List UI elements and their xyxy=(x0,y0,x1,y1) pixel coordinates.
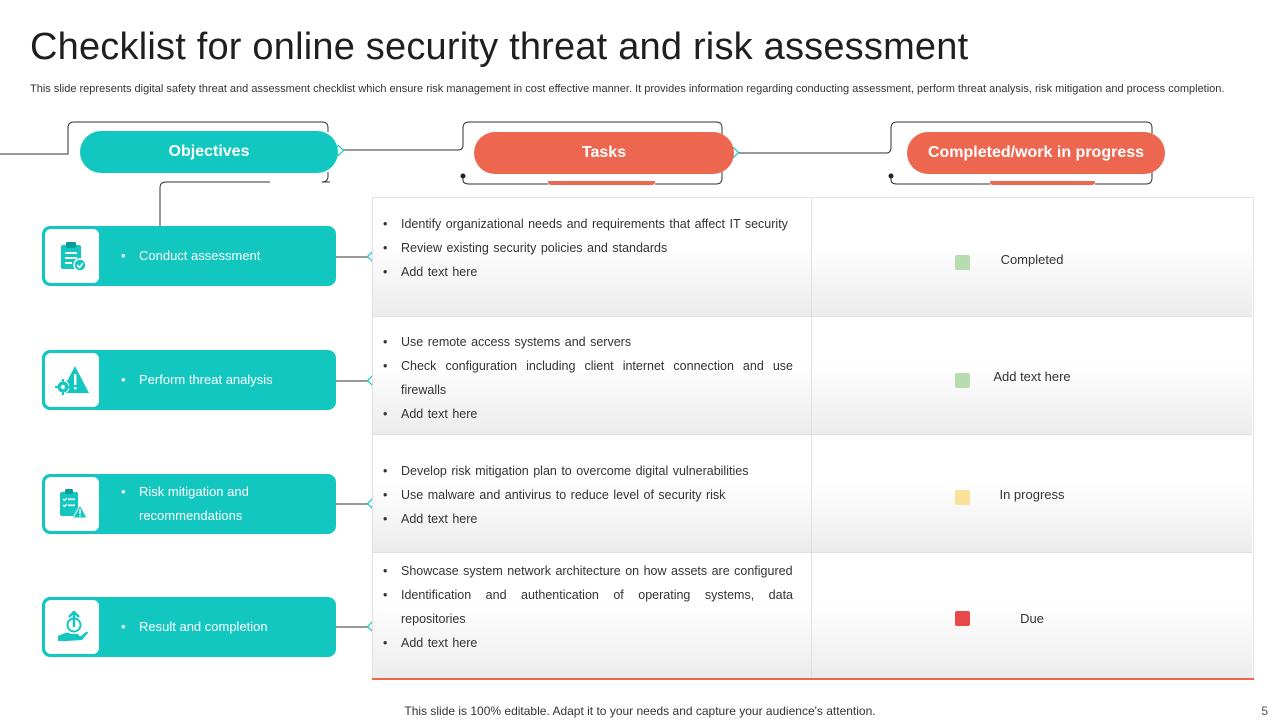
task-item: • Add text here xyxy=(383,402,793,426)
status-cell xyxy=(812,435,1252,552)
slide-subtitle: This slide represents digital safety threat and assessment checklist which ensure risk management in cost effective manner. It provides information regarding conducting assessment, perform threat analysis, risk mitigation and process completion. xyxy=(30,83,1225,95)
task-item: • Identification and authentication of operating systems, data repositories xyxy=(383,583,793,631)
task-item: • Check configuration including client internet connection and use firewalls xyxy=(383,354,793,402)
tasks-header-accent xyxy=(548,181,655,185)
task-item: • Showcase system network architecture on how assets are configured xyxy=(383,559,793,583)
page-number: 5 xyxy=(1261,704,1268,718)
objective-label: Result and completion xyxy=(139,619,268,634)
task-item: • Use malware and antivirus to reduce level of security risk xyxy=(383,483,793,507)
task-item: • Review existing security policies and standards xyxy=(383,236,793,260)
status-header: Completed/work in progress xyxy=(907,132,1165,174)
tasks-cell xyxy=(372,198,812,316)
status-cell xyxy=(812,198,1252,316)
task-item: • Develop risk mitigation plan to overcome digital vulnerabilities xyxy=(383,459,793,483)
warning-gear-icon xyxy=(45,353,99,407)
tasks-header: Tasks xyxy=(474,132,734,174)
table-row xyxy=(372,317,1252,435)
tasks-cell xyxy=(372,435,812,552)
task-item: • Use remote access systems and servers xyxy=(383,330,793,354)
status-label: Add text here xyxy=(993,369,1071,384)
table-row xyxy=(372,435,1252,553)
slide-footer: This slide is 100% editable. Adapt it to your needs and capture your audience's attention. xyxy=(404,704,876,718)
hand-upload-icon xyxy=(45,600,99,654)
objective-card-conduct-assessment: • Conduct assessment xyxy=(42,226,336,286)
task-item: • Add text here xyxy=(383,260,793,284)
task-item: • Identify organizational needs and requirements that affect IT security xyxy=(383,212,793,236)
slide-title: Checklist for online security threat and risk assessment xyxy=(30,26,969,68)
table-row xyxy=(372,198,1252,317)
status-label: Due xyxy=(1020,611,1044,626)
tasks-cell xyxy=(372,317,812,434)
clipboard-check-icon xyxy=(45,229,99,283)
status-swatch xyxy=(955,373,970,388)
status-label: Completed xyxy=(1000,252,1064,267)
objective-label: Perform threat analysis xyxy=(139,372,273,387)
objective-card-result-completion: • Result and completion xyxy=(42,597,336,657)
objectives-header: Objectives xyxy=(80,131,338,173)
checklist-warning-icon xyxy=(45,477,99,531)
objective-label: Conduct assessment xyxy=(139,248,261,263)
objective-card-perform-threat-analysis: • Perform threat analysis xyxy=(42,350,336,410)
status-header-accent xyxy=(990,181,1095,185)
status-swatch xyxy=(955,490,970,505)
status-swatch xyxy=(955,255,970,270)
status-cell xyxy=(812,317,1252,434)
table-bottom-accent xyxy=(372,678,1254,680)
status-cell xyxy=(812,553,1252,678)
table-row xyxy=(372,553,1252,679)
task-item: • Add text here xyxy=(383,631,793,655)
tasks-cell xyxy=(372,553,812,678)
task-item: • Add text here xyxy=(383,507,793,531)
objective-label: Risk mitigation and recommendations xyxy=(139,484,249,523)
objective-card-risk-mitigation: • Risk mitigation and recommendations xyxy=(42,474,336,534)
checklist-table xyxy=(372,197,1254,680)
status-swatch xyxy=(955,611,970,626)
status-label: In progress xyxy=(999,487,1065,502)
